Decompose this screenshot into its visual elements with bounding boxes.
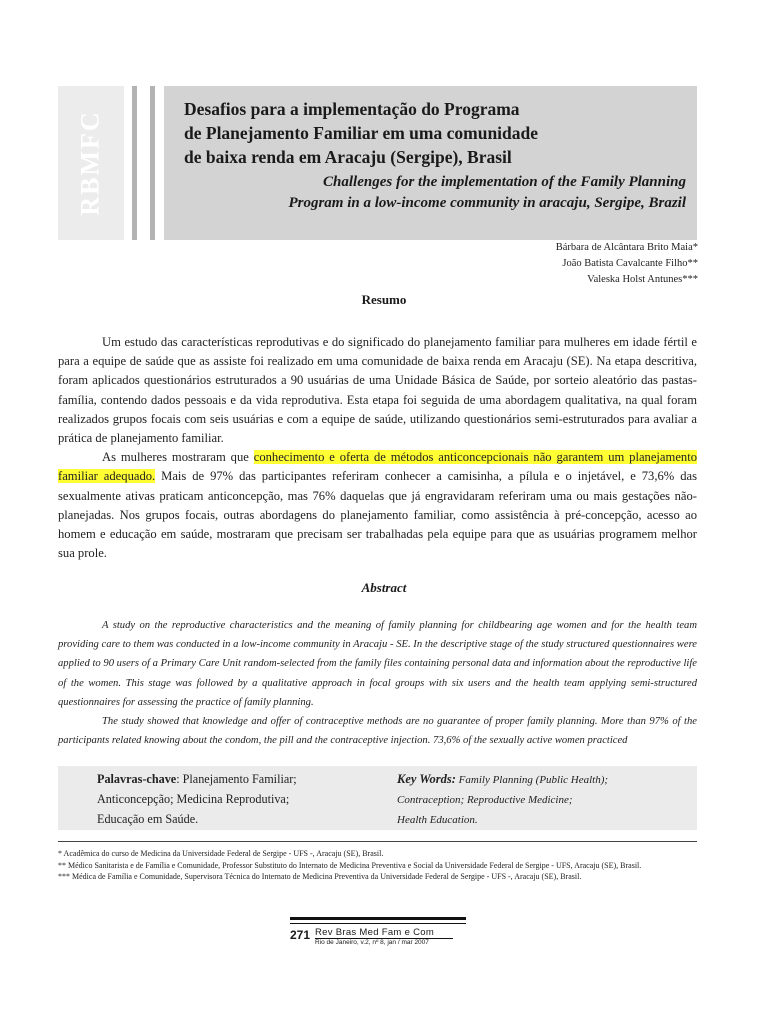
resumo-paragraph-2 — [58, 448, 697, 563]
keywords-pt-line: Educação em Saúde. — [97, 812, 199, 826]
keywords-english — [397, 769, 687, 830]
abstract-paragraph-1: A study on the reproductive characteristics and the meaning of family planning for childbearing age women and for the health team providing care to them was conducted in a low-income community in Aracaju - SE. In the descriptive stage of the study structured questionnaires were applied to 90 users of a Primary Care Unit random-selected from the family files containing personal data and information about the reproductive life of the women. This stage was followed by a qualitative approach in focal groups with six users and the health team applying semi-structured questionnaires for assessing the practice of family planning. — [58, 620, 697, 708]
title-pt-line: de Planejamento Familiar em uma comunidade — [184, 123, 539, 143]
footer-rule-thick — [290, 917, 466, 920]
journal-issue: Rio de Janeiro, v.2, nº 8, jan / mar 2007 — [315, 939, 429, 946]
header-divider-bar — [132, 86, 137, 240]
highlighted-text: conhecimento e oferta de métodos anticoncepcionais não garantem um planejamento familiar adequado. — [58, 450, 698, 484]
title-en-line: Challenges for the implementation of the Family Planning — [323, 174, 686, 190]
title-english — [180, 172, 686, 214]
journal-side-label — [58, 86, 124, 240]
footer-rule-thin — [290, 923, 466, 924]
keywords-en-line: Health Education. — [397, 814, 478, 826]
resumo-body — [58, 333, 697, 563]
author-name: Valeska Holst Antunes*** — [587, 274, 698, 285]
keywords-en-line: Family Planning (Public Health); — [455, 774, 609, 786]
footnote: *** Médica de Família e Comunidade, Supervisora Técnica do Internato de Medicina Preventiva da Universidade Federal de Sergipe - UFS -, Aracaju (SE), Brasil. — [58, 872, 582, 881]
keywords-pt-line: Anticoncepção; Medicina Reprodutiva; — [97, 792, 290, 806]
abstract-paragraph-2: The study showed that knowledge and offer of contraceptive methods are no guarantee of proper family planning. More than 97% of the participants related knowing about the condom, the pill and the contraceptive injection. 73,6% of the sexually active women practiced — [58, 716, 697, 747]
author-name: Bárbara de Alcântara Brito Maia* — [555, 242, 698, 253]
keywords-pt-line: : Planejamento Familiar; — [176, 772, 297, 786]
title-en-line: Program in a low-income community in aracaju, Sergipe, Brazil — [288, 195, 686, 211]
resumo-paragraph-1: Um estudo das características reprodutivas e do significado do planejamento familiar para mulheres em idade fértil e para a equipe de saúde que as assiste foi realizado em uma comunidade de baixa renda em Aracaju (SE). Na etapa descritiva, foram aplicados questionários estruturados a 90 usuárias de uma Unidade Básica de Saúde, por sorteio aleatório das pastas-família, contendo dados pessoais e da vida reprodutiva. Esta etapa foi seguida de uma abordagem qualitativa, na qual foram realizados grupos focais com seis usuárias e com a equipe de saúde, utilizando questionários semi-estruturados para avaliar a prática de planejamento familiar. — [58, 335, 697, 446]
abstract-heading: Abstract — [361, 580, 407, 595]
header-divider-bar — [150, 86, 155, 240]
resumo-p2-rest: Mais de 97% das participantes referiram conhecer a camisinha, a pílula e o injetável, e 73,6% das sexualmente ativas praticam anticoncepção, mas 76% daquelas que já engravidaram referiram uma ou mais gestações não-planejadas. Nos grupos focais, outras abordagens do planejamento familiar, como assistência à pré-concepção, acesso ao homem e educação em saúde, mostraram que precisam ser trabalhadas pela equipe para que as usuárias programem melhor sua prole. — [58, 469, 697, 561]
journal-name: Rev Bras Med Fam e Com — [315, 927, 435, 938]
keywords-en-line: Contraception; Reproductive Medicine; — [397, 794, 573, 806]
title-portuguese — [184, 97, 684, 169]
title-pt-line: de baixa renda em Aracaju (Sergipe), Brasil — [184, 147, 512, 167]
page-number: 271 — [290, 928, 311, 942]
footnote: ** Médico Sanitarista e de Família e Comunidade, Professor Substituto do Internato de Medicina Preventiva e Social da Universidade Federal de Sergipe - UFS, Aracaju (SE), Brasil. — [58, 860, 642, 870]
keywords-pt-label: Palavras-chave — [97, 772, 177, 786]
resumo-heading: Resumo — [361, 292, 407, 307]
resumo-p2-start: As mulheres mostraram que — [102, 450, 254, 465]
journal-side-label-text: RBMFC — [76, 110, 106, 216]
keywords-portuguese — [97, 769, 377, 829]
abstract-body — [58, 616, 697, 750]
author-list — [556, 240, 698, 288]
footnotes — [58, 848, 697, 883]
author-name: João Batista Cavalcante Filho** — [562, 258, 698, 269]
footnote: * Acadêmica do curso de Medicina da Universidade Federal de Sergipe - UFS -, Aracaju (SE), Brasil. — [58, 849, 384, 858]
title-pt-line: Desafios para a implementação do Programa — [184, 99, 520, 119]
footnote-rule — [58, 841, 697, 842]
keywords-en-label: Key Words: — [397, 772, 456, 786]
